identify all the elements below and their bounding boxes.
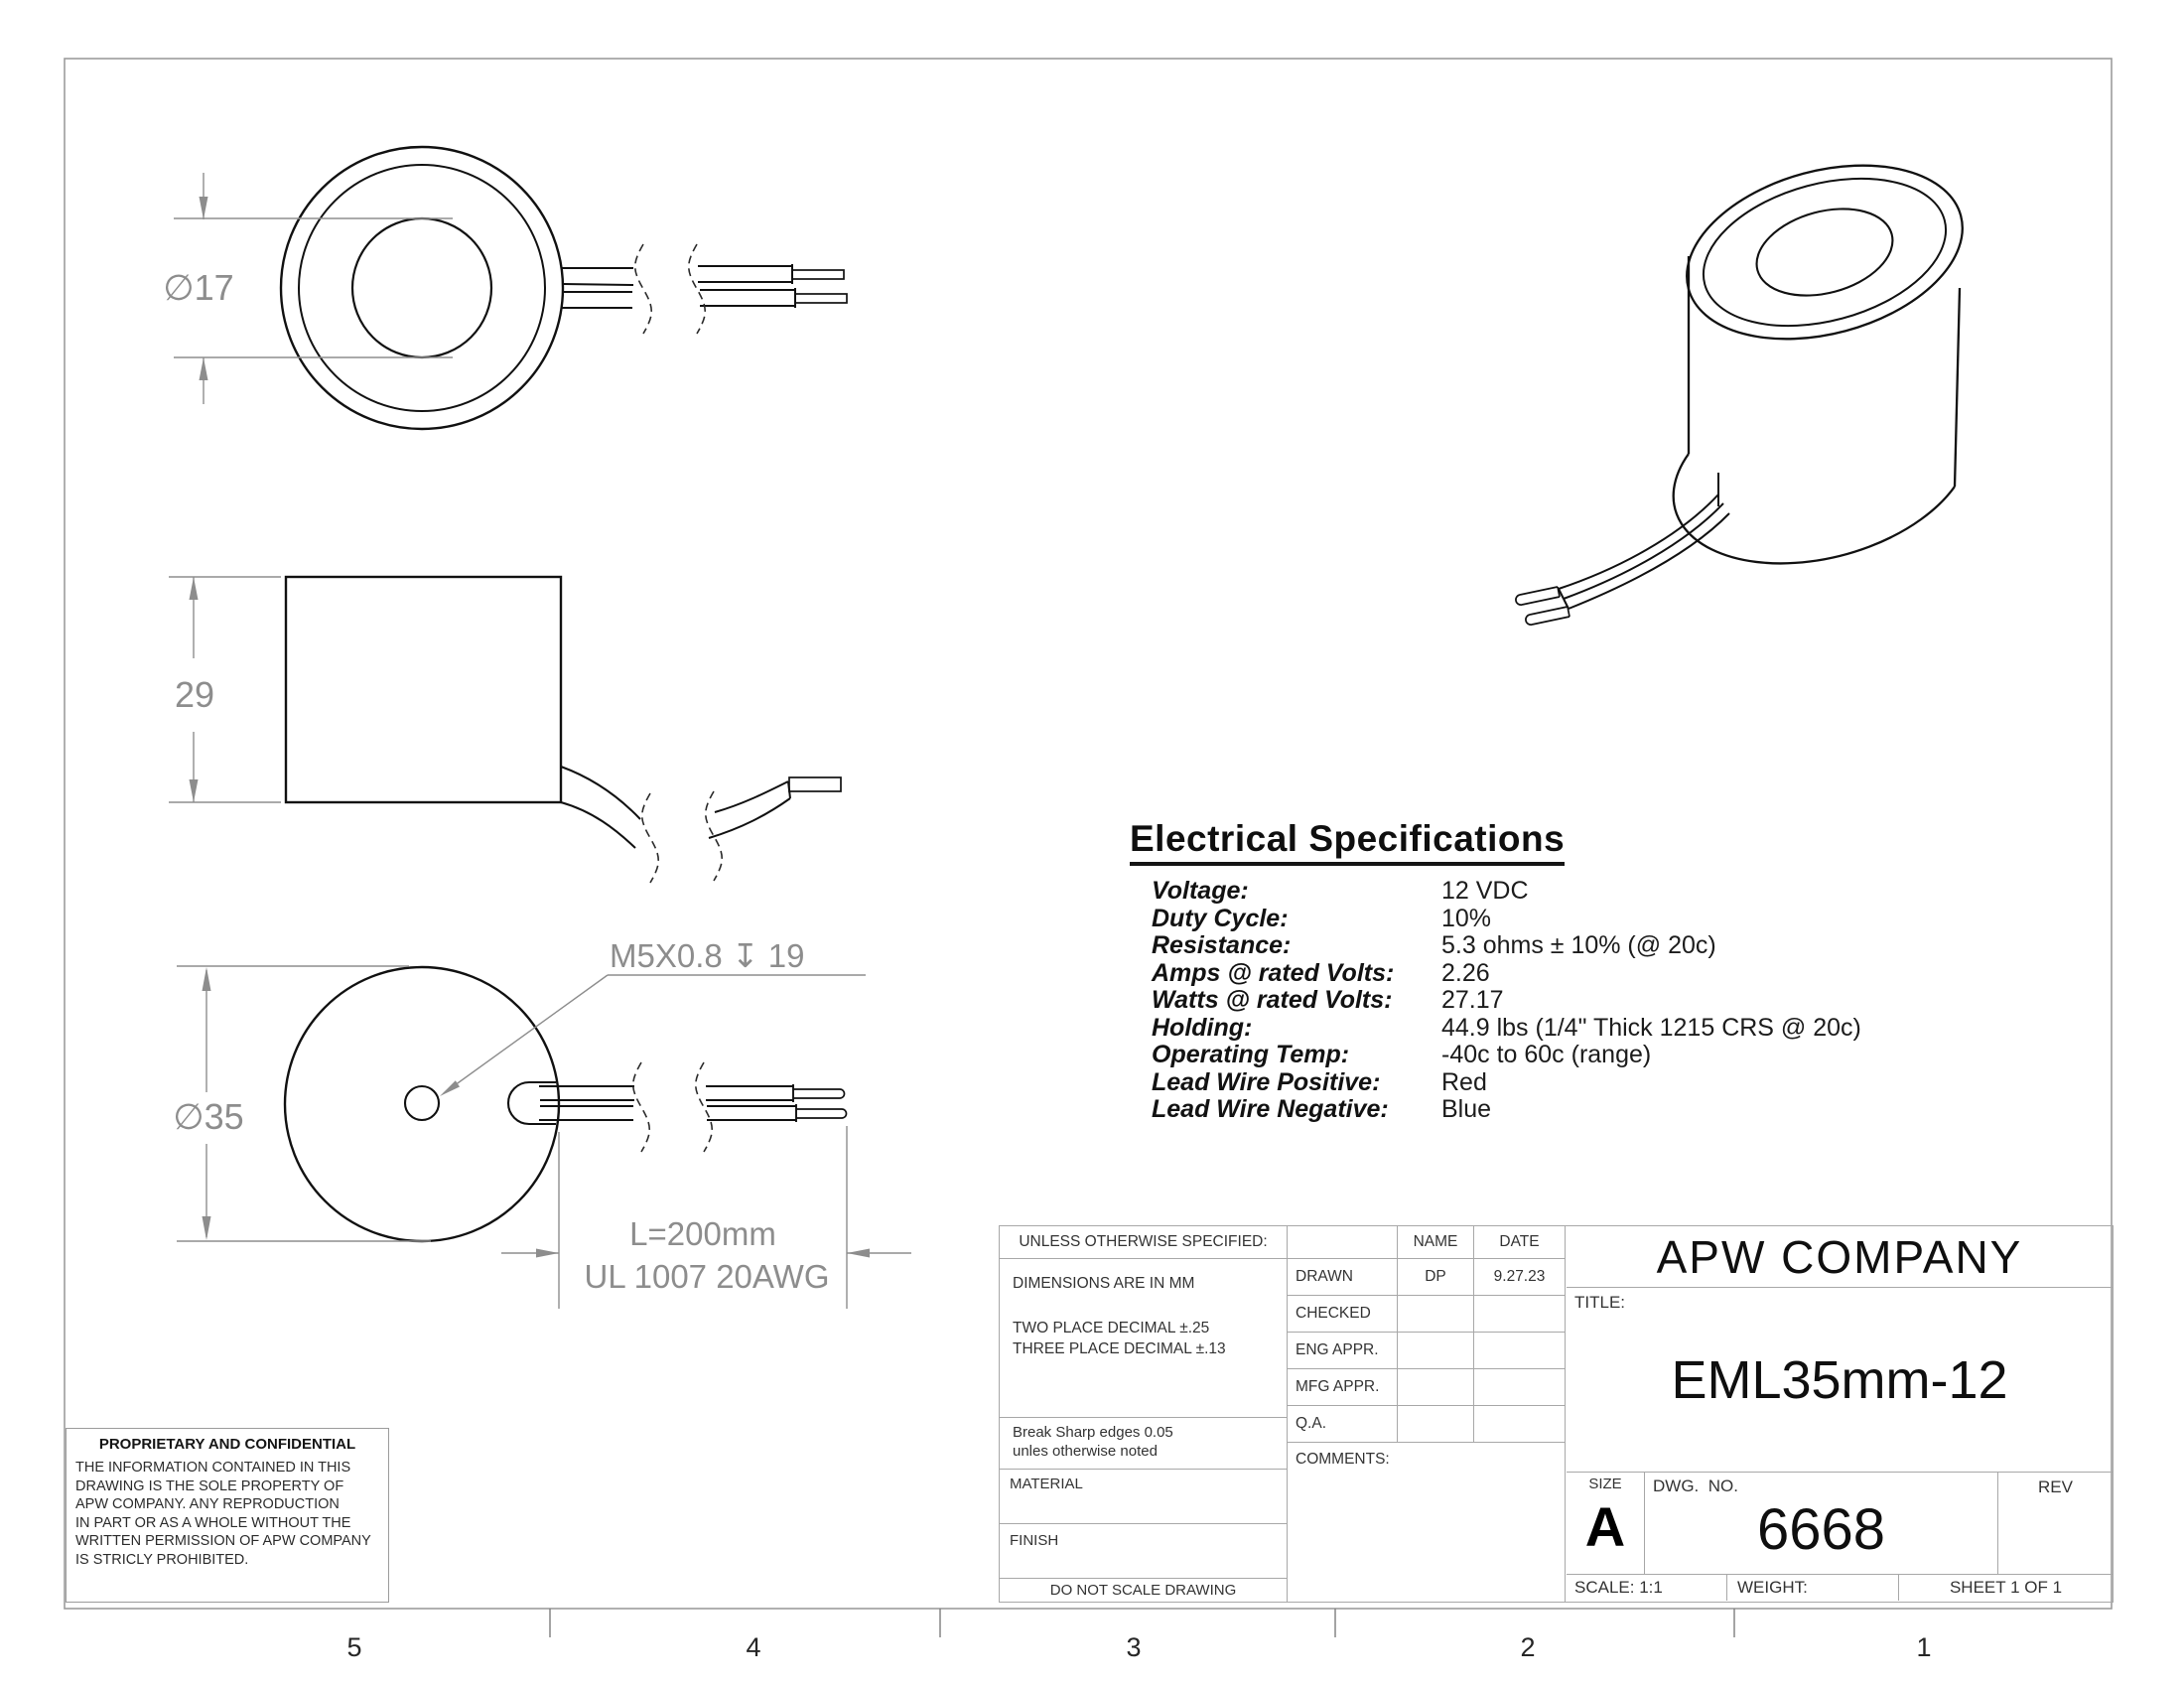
scale-weight-sheet-row	[1567, 1575, 2113, 1601]
bottom-view-tapped-hole	[405, 1086, 439, 1120]
bottom-view-wires	[539, 1084, 796, 1122]
spec-row	[1152, 932, 1944, 960]
specs-rows	[1130, 878, 1944, 1124]
iso-top-outer-ellipse	[1668, 137, 1982, 367]
spec-label: Duty Cycle:	[1152, 904, 1289, 932]
proprietary-line: IS STRICLY PROHIBITED.	[75, 1551, 249, 1568]
approval-row-checked	[1288, 1296, 1565, 1333]
spec-row	[1152, 987, 1944, 1015]
date-column-header: DATE	[1499, 1233, 1540, 1250]
top-view-rim-circle	[299, 165, 545, 411]
proprietary-line: DRAWING IS THE SOLE PROPERTY OF	[75, 1477, 344, 1494]
side-view	[169, 577, 841, 883]
iso-wires	[1559, 494, 1729, 609]
sheet-cell: SHEET 1 OF 1	[1949, 1578, 2063, 1597]
specs-heading: Electrical Specifications	[1130, 818, 1565, 866]
proprietary-line: APW COMPANY. ANY REPRODUCTION	[75, 1496, 340, 1513]
zone-label: 1	[1916, 1632, 1932, 1662]
electrical-specifications	[1130, 818, 1944, 1124]
side-view-wire	[561, 767, 790, 848]
dim-outer-diameter: ∅35	[173, 1096, 244, 1137]
spec-value: 12 VDC	[1441, 877, 1529, 905]
iso-top-rim-ellipse	[1687, 154, 1962, 351]
top-view-core-circle	[352, 218, 491, 357]
size-label: SIZE	[1588, 1476, 1622, 1492]
iso-right-edge	[1955, 288, 1960, 487]
weight-cell: WEIGHT:	[1727, 1575, 1899, 1601]
size-value: A	[1584, 1495, 1626, 1558]
title-area	[1567, 1288, 2113, 1473]
spec-label: Lead Wire Negative:	[1152, 1095, 1389, 1123]
approval-name	[1397, 1369, 1474, 1405]
bottom-view	[173, 937, 911, 1309]
spec-value: Blue	[1441, 1095, 1492, 1123]
spec-value: -40c to 60c (range)	[1441, 1041, 1652, 1068]
spec-value: Red	[1441, 1067, 1487, 1096]
approval-name	[1397, 1296, 1474, 1332]
proprietary-line: THE INFORMATION CONTAINED IN THIS	[75, 1460, 351, 1476]
company-name: APW COMPANY	[1567, 1226, 2113, 1288]
isometric-view	[1516, 137, 1981, 625]
header-spacer	[1288, 1226, 1397, 1258]
unless-otherwise-specified: UNLESS OTHERWISE SPECIFIED:	[1000, 1226, 1287, 1259]
spec-row	[1152, 1015, 1944, 1043]
approval-date	[1474, 1333, 1565, 1368]
rev-cell: REV	[2038, 1477, 2073, 1496]
spec-value: 2.26	[1441, 958, 1490, 987]
dimensions-note: DIMENSIONS ARE IN MM	[1013, 1275, 1195, 1292]
break-note-line: Break Sharp edges 0.05	[1013, 1424, 1173, 1441]
break-note-line: unles otherwise noted	[1013, 1443, 1158, 1460]
wire-strip-tip	[789, 777, 841, 791]
break-edges-note	[1000, 1418, 1287, 1470]
approvals-header-row	[1288, 1226, 1565, 1259]
finish-cell: FINISH	[1000, 1524, 1287, 1579]
spec-row	[1152, 960, 1944, 988]
iso-top-hole-ellipse	[1747, 195, 1902, 309]
side-view-body	[286, 577, 561, 802]
dim-core-diameter: ∅17	[163, 267, 234, 308]
zone-label: 3	[1126, 1632, 1142, 1662]
name-column-header: NAME	[1397, 1226, 1474, 1258]
bottom-view-outer-circle	[285, 967, 559, 1241]
title-block-notes-column	[1000, 1226, 1288, 1602]
spec-row	[1152, 906, 1944, 933]
wire-exit-slot	[508, 1082, 556, 1124]
approval-date	[1474, 1296, 1565, 1332]
spec-row	[1152, 1042, 1944, 1069]
title-label: TITLE:	[1574, 1293, 1626, 1312]
three-place-tolerance: THREE PLACE DECIMAL ±.13	[1013, 1340, 1226, 1357]
approval-date	[1474, 1406, 1565, 1442]
spec-label: Watts @ rated Volts:	[1152, 986, 1393, 1014]
part-title: EML35mm-12	[1671, 1350, 2008, 1410]
approval-label: CHECKED	[1296, 1305, 1371, 1322]
thread-callout: M5X0.8 ↧ 19	[610, 937, 805, 974]
approval-label: Q.A.	[1296, 1415, 1327, 1432]
lead-wire-spec: UL 1007 20AWG	[584, 1258, 830, 1295]
wire-strip-tip	[795, 294, 847, 303]
wire-strip-tip	[792, 270, 844, 279]
title-block-right	[1567, 1226, 2113, 1602]
size-cell	[1567, 1473, 1645, 1574]
thread-leader	[444, 975, 866, 1093]
dwg-no-value: 6668	[1756, 1497, 1886, 1562]
spec-value: 10%	[1441, 904, 1492, 932]
spacer	[1013, 1294, 1287, 1318]
comments-cell: COMMENTS:	[1296, 1451, 1390, 1468]
approval-label: ENG APPR.	[1296, 1341, 1379, 1358]
spec-value: 5.3 ohms ± 10% (@ 20c)	[1441, 931, 1716, 959]
approval-row-mfg	[1288, 1369, 1565, 1406]
two-place-tolerance: TWO PLACE DECIMAL ±.25	[1013, 1320, 1210, 1336]
spec-label: Holding:	[1152, 1013, 1253, 1042]
approval-row-eng	[1288, 1333, 1565, 1369]
title-block	[999, 1225, 2114, 1603]
approval-name	[1397, 1406, 1474, 1442]
spec-value: 44.9 lbs (1/4" Thick 1215 CRS @ 20c)	[1441, 1013, 1861, 1042]
approvals-column	[1288, 1226, 1566, 1602]
approval-name: DP	[1397, 1259, 1474, 1295]
approval-date: 9.27.23	[1493, 1268, 1546, 1285]
top-view	[163, 147, 847, 429]
break-lines	[635, 244, 706, 334]
spec-label: Resistance:	[1152, 931, 1292, 959]
zone-label: 4	[746, 1632, 761, 1662]
approval-date	[1474, 1369, 1565, 1405]
size-dwg-rev-row	[1567, 1473, 2113, 1575]
approval-row-qa	[1288, 1406, 1565, 1443]
spec-label: Voltage:	[1152, 877, 1249, 905]
spec-row	[1152, 1069, 1944, 1097]
proprietary-line: WRITTEN PERMISSION OF APW COMPANY	[75, 1533, 371, 1550]
do-not-scale-note: DO NOT SCALE DRAWING	[1049, 1581, 1237, 1599]
iso-bottom-arc	[1674, 454, 1955, 563]
approval-name	[1397, 1333, 1474, 1368]
scale-cell: SCALE: 1:1	[1567, 1575, 1727, 1601]
spec-label: Amps @ rated Volts:	[1152, 958, 1395, 987]
dim-height: 29	[174, 674, 215, 715]
proprietary-body	[75, 1459, 382, 1570]
spec-value: 27.17	[1441, 986, 1504, 1014]
zone-ticks	[550, 1609, 1734, 1637]
approval-row-drawn	[1288, 1259, 1565, 1296]
zone-numbers	[346, 1632, 1931, 1662]
proprietary-notice	[66, 1428, 389, 1603]
proprietary-line: IN PART OR AS A WHOLE WITHOUT THE	[75, 1514, 351, 1531]
spec-row	[1152, 1096, 1944, 1124]
zone-label: 5	[346, 1632, 362, 1662]
break-lines	[633, 1062, 713, 1152]
tolerance-notes	[1000, 1259, 1287, 1418]
dwg-no-cell	[1645, 1473, 1998, 1574]
dwg-no-label: DWG. NO.	[1653, 1477, 1738, 1495]
spec-label: Lead Wire Positive:	[1152, 1067, 1381, 1096]
spec-row	[1152, 878, 1944, 906]
material-cell: MATERIAL	[1000, 1470, 1287, 1524]
leader-arrow	[440, 1080, 460, 1096]
wire-strip-tip	[793, 1089, 845, 1098]
lead-length-label: L=200mm	[629, 1215, 776, 1252]
proprietary-heading: PROPRIETARY AND CONFIDENTIAL	[98, 1436, 356, 1453]
spec-label: Operating Temp:	[1152, 1041, 1350, 1068]
zone-label: 2	[1520, 1632, 1536, 1662]
top-view-wires	[562, 264, 795, 308]
top-view-outer-circle	[281, 147, 563, 429]
wire-strip-tip	[796, 1109, 847, 1118]
approval-label: MFG APPR.	[1296, 1378, 1380, 1395]
approval-label: DRAWN	[1296, 1268, 1353, 1285]
